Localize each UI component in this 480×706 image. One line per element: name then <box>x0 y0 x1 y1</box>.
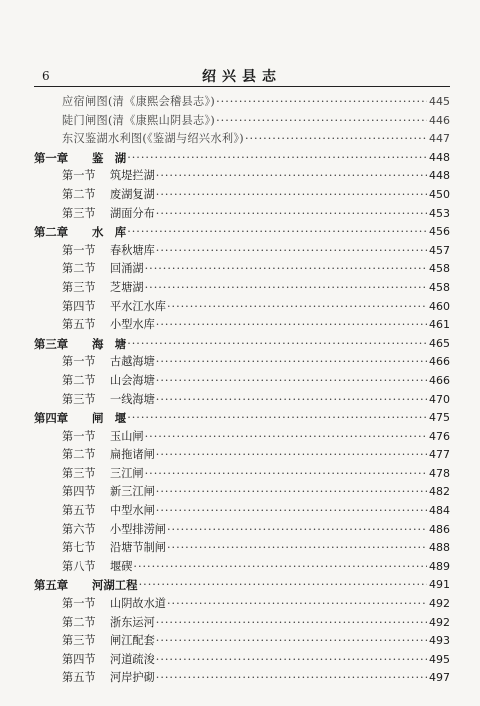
page-header <box>34 64 450 87</box>
section-label: 第三节 <box>62 466 96 480</box>
chapter-label: 第三章 <box>34 336 69 351</box>
section-label: 第三节 <box>62 392 96 406</box>
toc-entry-title <box>62 353 155 372</box>
toc-page-number: 491 <box>429 578 450 592</box>
toc-section-row[interactable] <box>34 465 450 484</box>
toc-page-number: 478 <box>429 466 450 480</box>
page-number: 6 <box>42 69 50 83</box>
toc-page-number: 486 <box>429 522 450 536</box>
entry-title-text: 水 库 <box>92 225 127 240</box>
dot-leader <box>156 205 427 224</box>
section-label: 第六节 <box>62 522 96 536</box>
toc-entry-title <box>62 632 155 651</box>
toc-entry-title <box>34 335 126 354</box>
dot-leader <box>127 149 427 168</box>
toc-page-number: 492 <box>429 597 450 611</box>
toc-page-number: 453 <box>429 206 450 220</box>
toc-entry-title <box>62 242 155 261</box>
toc-section-row[interactable] <box>34 353 450 372</box>
dot-leader <box>156 391 427 410</box>
toc-entry-title <box>62 316 155 335</box>
toc-entry-title <box>34 223 126 242</box>
toc-entry-title <box>62 130 244 149</box>
chapter-label: 第一章 <box>34 150 69 165</box>
toc-entry-title <box>62 446 155 465</box>
dot-leader <box>127 335 427 354</box>
entry-title-text: 河岸护砌 <box>110 671 155 685</box>
entry-title-text: 古越海塘 <box>110 355 155 369</box>
section-label: 第一节 <box>62 429 96 443</box>
toc-section-row[interactable] <box>34 428 450 447</box>
section-label: 第四节 <box>62 485 96 499</box>
section-label: 第一节 <box>62 243 96 257</box>
toc-section-row[interactable] <box>34 298 450 317</box>
entry-title-text: 湖面分布 <box>110 206 155 220</box>
section-label: 第一节 <box>62 355 96 369</box>
toc-section-row[interactable] <box>34 632 450 651</box>
section-label: 第三节 <box>62 280 96 294</box>
toc-entry-title <box>62 651 155 670</box>
dot-leader <box>156 651 427 670</box>
dot-leader <box>145 465 427 484</box>
toc-page-number: 482 <box>429 485 450 499</box>
toc-entry-title <box>62 93 215 112</box>
entry-title-text: 闸江配套 <box>110 634 155 648</box>
section-label: 第五节 <box>62 671 96 685</box>
dot-leader <box>133 558 427 577</box>
section-label: 第二节 <box>62 187 96 201</box>
chapter-label: 第二章 <box>34 225 69 240</box>
toc-entry-title <box>34 149 126 168</box>
toc-entry-title <box>62 205 155 224</box>
entry-title-text: 河道疏浚 <box>110 652 155 666</box>
toc-page-number: 495 <box>429 652 450 666</box>
entry-title-text: 筑堤拦湖 <box>110 169 155 183</box>
section-label: 第二节 <box>62 615 96 629</box>
dot-leader <box>139 576 427 595</box>
entry-title-text: 山会海塘 <box>110 373 155 387</box>
toc-page-number: 461 <box>429 318 450 332</box>
toc-page-number: 492 <box>429 615 450 629</box>
entry-title-text: 小型水库 <box>110 318 155 332</box>
toc-page-number: 475 <box>429 411 450 425</box>
section-label: 第四节 <box>62 299 96 313</box>
toc-page-number: 456 <box>429 225 450 239</box>
dot-leader <box>216 112 427 131</box>
toc-section-row[interactable] <box>34 260 450 279</box>
section-label: 第四节 <box>62 652 96 666</box>
dot-leader <box>167 539 427 558</box>
dot-leader <box>156 669 427 688</box>
section-label: 第二节 <box>62 373 96 387</box>
entry-title-text: 海 塘 <box>92 336 127 351</box>
entry-title-text: 平水江水库 <box>110 299 166 313</box>
dot-leader <box>156 446 427 465</box>
toc-section-row[interactable] <box>34 502 450 521</box>
dot-leader <box>156 353 427 372</box>
toc-entry-title <box>62 112 215 131</box>
toc-page-number: 450 <box>429 187 450 201</box>
section-label: 第一节 <box>62 597 96 611</box>
toc-page-number: 448 <box>429 169 450 183</box>
toc-page-number: 488 <box>429 541 450 555</box>
toc-entry-title <box>62 669 155 688</box>
entry-title-text: 堰碶 <box>110 559 133 573</box>
dot-leader <box>156 167 427 186</box>
dot-leader <box>156 186 427 205</box>
dot-leader <box>216 93 427 112</box>
entry-title-text: 应宿闸图(清《康熙会稽县志》) <box>62 95 216 108</box>
dot-leader <box>145 428 427 447</box>
toc-chapter-row[interactable] <box>34 149 450 168</box>
toc-page-number: 497 <box>429 671 450 685</box>
toc-page-number: 466 <box>429 373 450 387</box>
dot-leader <box>167 521 427 540</box>
toc-page-number: 477 <box>429 448 450 462</box>
toc-page-number: 445 <box>429 95 450 108</box>
toc-entry-title <box>62 595 166 614</box>
dot-leader <box>156 483 427 502</box>
entry-title-text: 中型水闸 <box>110 504 155 518</box>
entry-title-text: 小型排涝闸 <box>110 522 166 536</box>
entry-title-text: 山阴故水道 <box>110 597 166 611</box>
toc-section-row[interactable] <box>34 595 450 614</box>
entry-title-text: 河湖工程 <box>92 578 138 593</box>
toc-chapter-row[interactable] <box>34 335 450 354</box>
toc-section-row[interactable] <box>34 186 450 205</box>
dot-leader <box>156 632 427 651</box>
toc-section-row[interactable] <box>34 279 450 298</box>
entry-title-text: 东汉鉴湖水利图(《鉴湖与绍兴水利》) <box>62 132 244 146</box>
section-label: 第二节 <box>62 448 96 462</box>
toc-entry-title <box>34 409 126 428</box>
section-label: 第七节 <box>62 541 96 555</box>
table-of-contents <box>34 93 450 688</box>
toc-entry-title <box>62 614 155 633</box>
toc-page-number: 466 <box>429 355 450 369</box>
dot-leader <box>156 614 427 633</box>
dot-leader <box>167 595 427 614</box>
toc-page-number: 465 <box>429 336 450 350</box>
toc-entry-title <box>62 521 166 540</box>
entry-title-text: 浙东运河 <box>110 615 155 629</box>
toc-page-number: 457 <box>429 243 450 257</box>
toc-entry-title <box>62 167 155 186</box>
toc-section-row[interactable] <box>34 558 450 577</box>
dot-leader <box>127 409 427 428</box>
section-label: 第八节 <box>62 559 96 573</box>
section-label: 第一节 <box>62 169 96 183</box>
chapter-label: 第五章 <box>34 578 69 593</box>
toc-entry-title <box>62 391 155 410</box>
toc-section-row[interactable] <box>34 316 450 335</box>
toc-page-number: 484 <box>429 504 450 518</box>
dot-leader <box>245 130 427 149</box>
entry-title-text: 三江闸 <box>110 466 144 480</box>
toc-section-row[interactable] <box>34 614 450 633</box>
section-label: 第五节 <box>62 318 96 332</box>
toc-page-number: 489 <box>429 559 450 573</box>
toc-chapter-row[interactable] <box>34 223 450 242</box>
entry-title-text: 新三江闸 <box>110 485 155 499</box>
dot-leader <box>145 260 427 279</box>
dot-leader <box>156 502 427 521</box>
toc-entry-title <box>62 502 155 521</box>
dot-leader <box>127 223 427 242</box>
toc-section-row[interactable] <box>34 539 450 558</box>
dot-leader <box>156 242 427 261</box>
toc-entry-title <box>62 298 166 317</box>
dot-leader <box>156 316 427 335</box>
entry-title-text: 春秋塘库 <box>110 243 155 257</box>
toc-entry-title <box>62 186 155 205</box>
entry-title-text: 回涌湖 <box>110 262 144 276</box>
toc-page-number: 458 <box>429 280 450 294</box>
entry-title-text: 玉山闸 <box>110 429 144 443</box>
toc-section-row[interactable] <box>34 372 450 391</box>
toc-entry-title <box>62 483 155 502</box>
toc-section-row[interactable] <box>34 242 450 261</box>
entry-title-text: 废湖复湖 <box>110 187 155 201</box>
book-title: 绍兴县志 <box>202 69 282 85</box>
toc-figure-row[interactable] <box>34 93 450 112</box>
toc-section-row[interactable] <box>34 651 450 670</box>
toc-entry-title <box>62 372 155 391</box>
toc-section-row[interactable] <box>34 205 450 224</box>
toc-section-row[interactable] <box>34 483 450 502</box>
toc-section-row[interactable] <box>34 521 450 540</box>
toc-entry-title <box>34 576 138 595</box>
entry-title-text: 闸 堰 <box>92 411 127 426</box>
toc-figure-row[interactable] <box>34 130 450 149</box>
toc-entry-title <box>62 279 144 298</box>
toc-section-row[interactable] <box>34 669 450 688</box>
entry-title-text: 芝塘湖 <box>110 280 144 294</box>
entry-title-text: 沿塘节制闸 <box>110 541 166 555</box>
toc-figure-row[interactable] <box>34 112 450 131</box>
dot-leader <box>156 372 427 391</box>
entry-title-text: 一线海塘 <box>110 392 155 406</box>
section-label: 第二节 <box>62 262 96 276</box>
toc-page-number: 447 <box>429 132 450 146</box>
toc-page-number: 458 <box>429 262 450 276</box>
toc-entry-title <box>62 260 144 279</box>
toc-page-number: 460 <box>429 299 450 313</box>
toc-chapter-row[interactable] <box>34 409 450 428</box>
toc-page-number: 476 <box>429 429 450 443</box>
entry-title-text: 鉴 湖 <box>92 150 127 165</box>
toc-page-number: 446 <box>429 113 450 127</box>
toc-entry-title <box>62 465 144 484</box>
toc-section-row[interactable] <box>34 391 450 410</box>
toc-entry-title <box>62 428 144 447</box>
toc-section-row[interactable] <box>34 446 450 465</box>
toc-page-number: 448 <box>429 150 450 164</box>
section-label: 第三节 <box>62 206 96 220</box>
toc-page-number: 470 <box>429 392 450 406</box>
dot-leader <box>145 279 427 298</box>
toc-entry-title <box>62 558 132 577</box>
toc-page-number: 493 <box>429 634 450 648</box>
toc-entry-title <box>62 539 166 558</box>
toc-chapter-row[interactable] <box>34 576 450 595</box>
entry-title-text: 扁拖诸闸 <box>110 448 155 462</box>
section-label: 第三节 <box>62 634 96 648</box>
dot-leader <box>167 298 427 317</box>
entry-title-text: 陡门闸图(清《康熙山阴县志》) <box>62 113 216 127</box>
chapter-label: 第四章 <box>34 411 69 426</box>
section-label: 第五节 <box>62 504 96 518</box>
toc-section-row[interactable] <box>34 167 450 186</box>
